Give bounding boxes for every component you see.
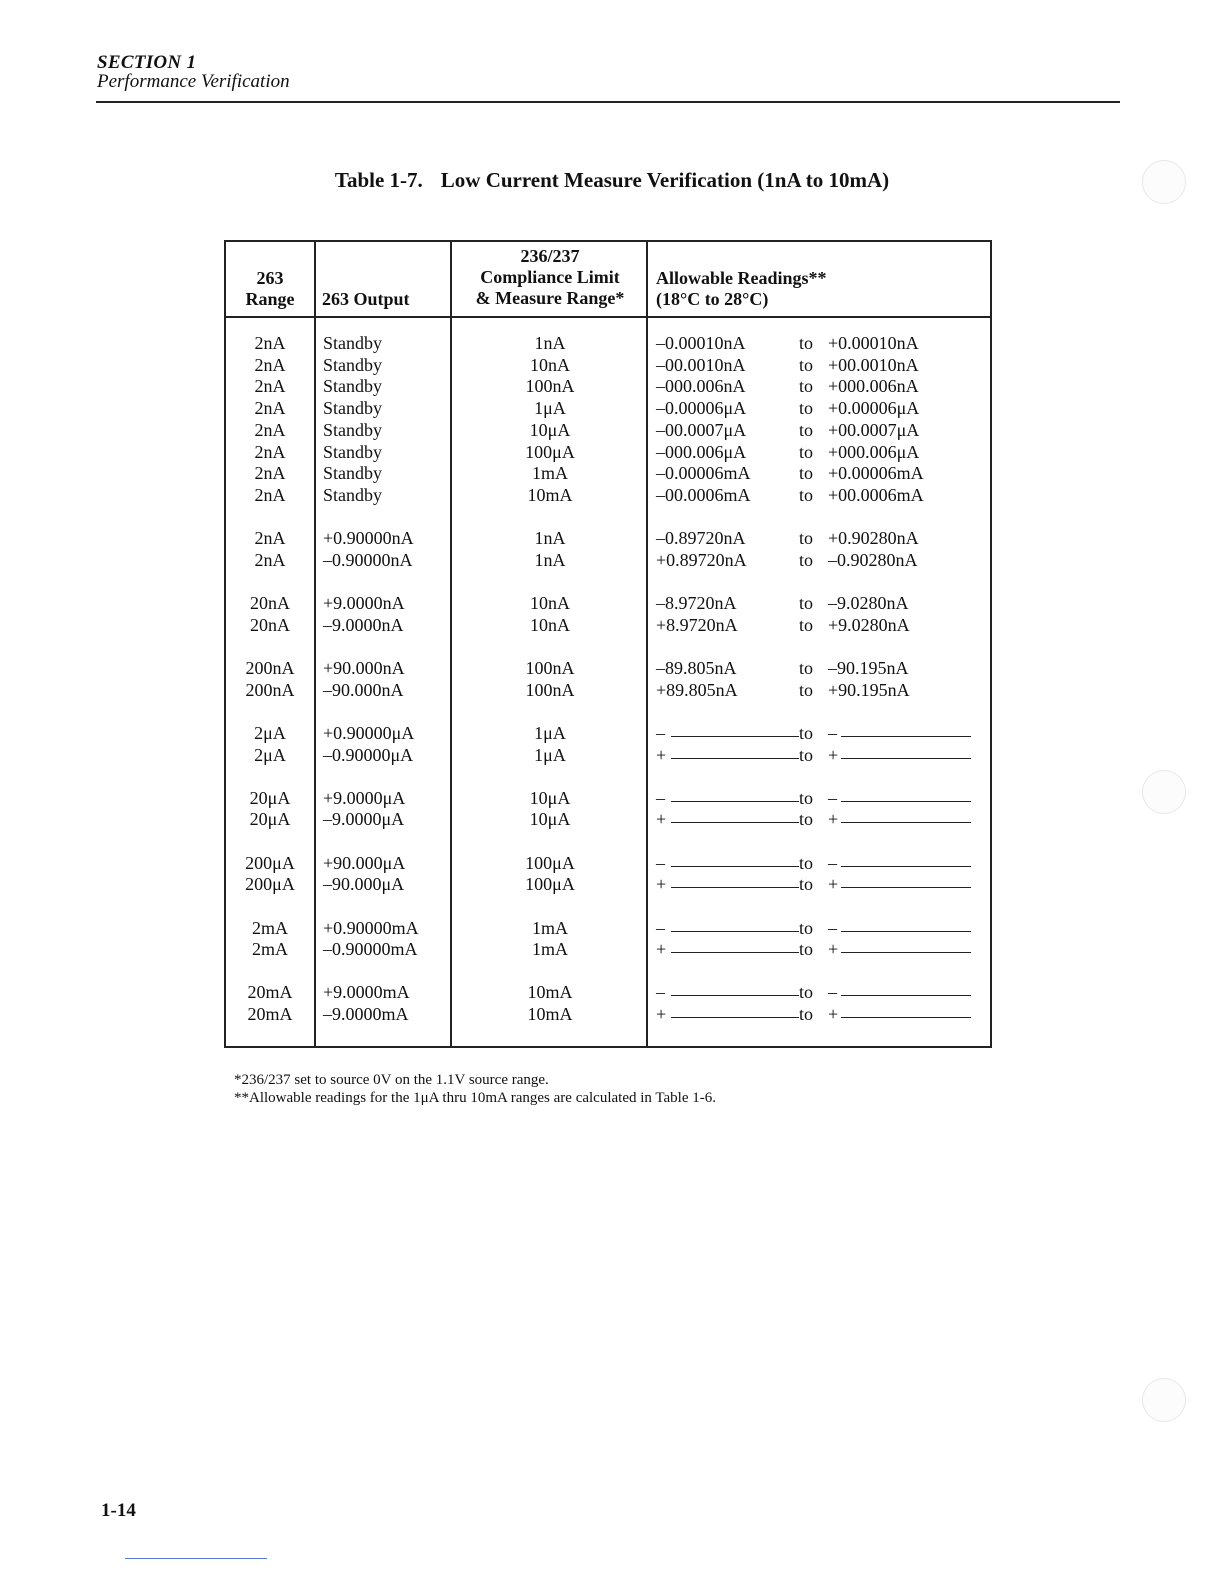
reading-to: to — [799, 787, 814, 808]
reading-to: to — [799, 333, 814, 353]
cell-range: 200nA — [245, 679, 295, 700]
cell-range: 20μA — [249, 809, 291, 830]
page-number: 1-14 — [101, 1500, 136, 1521]
reading-blank — [841, 917, 971, 932]
header-compliance: 236/237 Compliance Limit & Measure Range* — [475, 246, 625, 308]
cell-range: 2nA — [254, 549, 286, 570]
reading-sign: – — [656, 917, 665, 938]
table-caption: Low Current Measure Verification (1nA to 10mA) — [440, 168, 890, 192]
cell-compliance: 1mA — [532, 463, 568, 484]
cell-output: –90.000nA — [323, 679, 404, 700]
reading-to: to — [799, 917, 814, 938]
cell-output: Standby — [323, 398, 383, 419]
table-row — [226, 375, 990, 397]
table-row — [226, 744, 990, 766]
reading-low: –0.00006mA — [656, 463, 751, 484]
cell-range: 2nA — [254, 419, 286, 440]
reading-high: +9.0280nA — [828, 614, 910, 635]
cell-range: 2nA — [254, 354, 286, 375]
reading-sign: – — [828, 982, 837, 1003]
reading-to: to — [799, 528, 814, 549]
reading-to: to — [799, 874, 814, 895]
reading-blank — [671, 1003, 799, 1018]
reading-high: +90.195nA — [828, 679, 910, 700]
table-row — [226, 873, 990, 895]
reading-low: –89.805nA — [656, 657, 737, 678]
section-label: SECTION 1 — [97, 52, 197, 73]
table-number: Table 1-7. — [334, 168, 423, 192]
reading-blank — [671, 938, 799, 953]
cell-output: –0.90000μA — [323, 744, 414, 765]
cell-range: 20mA — [247, 982, 293, 1003]
reading-low: +0.89720nA — [656, 549, 747, 570]
reading-to: to — [799, 852, 814, 873]
table-row — [226, 332, 990, 354]
cell-compliance: 1μA — [534, 744, 566, 765]
header-output: 263 Output — [322, 289, 410, 309]
cell-compliance: 1mA — [532, 917, 568, 938]
table-row — [226, 527, 990, 549]
reading-blank — [841, 873, 971, 888]
reading-sign: – — [656, 787, 665, 808]
table-row — [226, 397, 990, 419]
cell-compliance: 1nA — [534, 333, 566, 353]
reading-to: to — [799, 722, 814, 743]
cell-output: –9.0000nA — [323, 614, 404, 635]
table-row — [226, 462, 990, 484]
reading-to: to — [799, 549, 814, 570]
cell-range: 2mA — [252, 939, 288, 960]
cell-compliance: 10nA — [530, 614, 570, 635]
cell-output: Standby — [323, 441, 383, 462]
reading-blank — [671, 917, 799, 932]
table-row — [226, 981, 990, 1003]
reading-blank — [841, 808, 971, 823]
reading-high: +00.0010nA — [828, 354, 919, 375]
reading-low: –8.9720nA — [656, 593, 737, 613]
reading-blank — [841, 744, 971, 759]
reading-sign: + — [828, 1004, 839, 1025]
cell-range: 200nA — [245, 657, 295, 678]
reading-high: +00.0006mA — [828, 484, 924, 505]
cell-compliance: 100nA — [525, 657, 575, 678]
reading-low: –000.006μA — [656, 441, 747, 462]
footnote: *236/237 set to source 0V on the 1.1V source range. — [234, 1072, 549, 1088]
reading-to: to — [799, 614, 814, 635]
table-row — [226, 787, 990, 809]
cell-range: 2nA — [254, 528, 286, 549]
reading-high: +000.006μA — [828, 441, 920, 462]
cell-compliance: 10nA — [530, 593, 570, 613]
reading-blank — [841, 938, 971, 953]
reading-to: to — [799, 441, 814, 462]
reading-sign: – — [828, 722, 837, 743]
reading-blank — [671, 981, 799, 996]
header-rule — [96, 101, 1120, 103]
footnote: **Allowable readings for the 1μA thru 10mA ranges are calculated in Table 1-6. — [234, 1090, 716, 1106]
cell-compliance: 100nA — [525, 679, 575, 700]
cell-compliance: 100μA — [525, 441, 575, 462]
cell-output: –0.90000nA — [323, 549, 413, 570]
reading-blank — [841, 852, 971, 867]
reading-blank — [671, 787, 799, 802]
reading-to: to — [799, 809, 814, 830]
cell-compliance: 10mA — [527, 484, 573, 505]
reading-sign: – — [828, 787, 837, 808]
reading-sign: – — [828, 852, 837, 873]
cell-output: Standby — [323, 354, 383, 375]
cell-range: 20μA — [249, 787, 291, 808]
table-row — [226, 657, 990, 679]
cell-compliance: 1μA — [534, 722, 566, 743]
table-row — [226, 679, 990, 701]
reading-to: to — [799, 376, 814, 397]
reading-to: to — [799, 982, 814, 1003]
table-row — [226, 441, 990, 463]
reading-to: to — [799, 463, 814, 484]
reading-blank — [841, 787, 971, 802]
reading-high: +0.00006mA — [828, 463, 924, 484]
reading-to: to — [799, 354, 814, 375]
reading-low: –0.00006μA — [656, 398, 747, 419]
cell-output: Standby — [323, 463, 383, 484]
table-row — [226, 852, 990, 874]
verification-table — [224, 240, 992, 1048]
reading-to: to — [799, 679, 814, 700]
cell-range: 200μA — [245, 852, 295, 873]
cell-compliance: 100μA — [525, 852, 575, 873]
footnotes — [234, 1071, 716, 1107]
cell-compliance: 1μA — [534, 398, 566, 419]
reading-high: +00.0007μA — [828, 419, 920, 440]
reading-low: –00.0006mA — [656, 484, 751, 505]
reading-to: to — [799, 398, 814, 419]
reading-sign: + — [656, 809, 667, 830]
cell-compliance: 10μA — [529, 809, 571, 830]
table-row — [226, 592, 990, 614]
reading-low: –0.89720nA — [656, 528, 746, 549]
punch-hole-icon — [1142, 160, 1186, 204]
reading-blank — [841, 981, 971, 996]
reading-low: –0.00010nA — [656, 333, 746, 353]
cell-output: Standby — [323, 484, 383, 505]
reading-sign: + — [656, 744, 667, 765]
cell-range: 20mA — [247, 1004, 293, 1025]
table-row — [226, 614, 990, 636]
cell-range: 2mA — [252, 917, 288, 938]
table-title — [0, 168, 1224, 193]
reading-sign: + — [828, 809, 839, 830]
cell-output: –9.0000mA — [323, 1004, 409, 1025]
reading-blank — [671, 808, 799, 823]
cell-compliance: 1mA — [532, 939, 568, 960]
reading-high: –0.90280nA — [828, 549, 918, 570]
reading-sign: – — [828, 917, 837, 938]
cell-compliance: 1nA — [534, 528, 566, 549]
reading-sign: + — [656, 939, 667, 960]
cell-output: +0.90000nA — [323, 528, 414, 549]
cell-output: Standby — [323, 376, 383, 397]
reading-blank — [841, 1003, 971, 1018]
cell-compliance: 100nA — [525, 376, 575, 397]
cell-compliance: 10mA — [527, 982, 573, 1003]
cell-output: –0.90000mA — [323, 939, 418, 960]
bottom-rule — [125, 1558, 267, 1559]
reading-to: to — [799, 657, 814, 678]
reading-high: +000.006nA — [828, 376, 919, 397]
cell-range: 2μA — [254, 722, 286, 743]
reading-high: +0.00010nA — [828, 333, 919, 353]
reading-to: to — [799, 939, 814, 960]
table-row — [226, 808, 990, 830]
table-row — [226, 938, 990, 960]
reading-blank — [671, 744, 799, 759]
header-allowable-readings: Allowable Readings** (18°C to 28°C) — [656, 268, 827, 309]
reading-high: +0.90280nA — [828, 528, 919, 549]
cell-compliance: 10nA — [530, 354, 570, 375]
reading-to: to — [799, 484, 814, 505]
header-range: 263 Range — [245, 268, 295, 309]
cell-range: 2μA — [254, 744, 286, 765]
cell-range: 2nA — [254, 463, 286, 484]
reading-sign: + — [656, 874, 667, 895]
cell-output: –9.0000μA — [323, 809, 405, 830]
table-row — [226, 1003, 990, 1025]
reading-sign: + — [656, 1004, 667, 1025]
punch-hole-icon — [1142, 770, 1186, 814]
cell-range: 2nA — [254, 441, 286, 462]
reading-blank — [671, 722, 799, 737]
table-row — [226, 419, 990, 441]
cell-range: 2nA — [254, 484, 286, 505]
reading-sign: + — [828, 874, 839, 895]
reading-low: +89.805nA — [656, 679, 738, 700]
cell-compliance: 10mA — [527, 1004, 573, 1025]
reading-low: –000.006nA — [656, 376, 746, 397]
cell-output: +9.0000μA — [323, 787, 406, 808]
cell-output: Standby — [323, 333, 383, 353]
cell-output: +0.90000mA — [323, 917, 419, 938]
reading-to: to — [799, 744, 814, 765]
cell-range: 2nA — [254, 333, 286, 353]
cell-range: 20nA — [250, 593, 290, 613]
table-row — [226, 354, 990, 376]
table-row — [226, 917, 990, 939]
table-row — [226, 549, 990, 571]
reading-low: +8.9720nA — [656, 614, 738, 635]
reading-blank — [671, 852, 799, 867]
reading-sign: + — [828, 744, 839, 765]
reading-high: –90.195nA — [828, 657, 909, 678]
cell-output: +90.000nA — [323, 657, 405, 678]
cell-output: +9.0000mA — [323, 982, 410, 1003]
cell-output: Standby — [323, 419, 383, 440]
reading-sign: – — [656, 852, 665, 873]
section-subtitle: Performance Verification — [97, 71, 290, 92]
cell-range: 200μA — [245, 874, 295, 895]
cell-output: +90.000μA — [323, 852, 406, 873]
cell-compliance: 100μA — [525, 874, 575, 895]
cell-range: 2nA — [254, 398, 286, 419]
reading-sign: – — [656, 722, 665, 743]
reading-to: to — [799, 419, 814, 440]
cell-compliance: 1nA — [534, 549, 566, 570]
reading-low: –00.0010nA — [656, 354, 746, 375]
punch-hole-icon — [1142, 1378, 1186, 1422]
cell-compliance: 10μA — [529, 419, 571, 440]
cell-output: –90.000μA — [323, 874, 405, 895]
reading-blank — [671, 873, 799, 888]
cell-range: 20nA — [250, 614, 290, 635]
reading-sign: + — [828, 939, 839, 960]
reading-high: +0.00006μA — [828, 398, 920, 419]
cell-range: 2nA — [254, 376, 286, 397]
cell-compliance: 10μA — [529, 787, 571, 808]
reading-low: –00.0007μA — [656, 419, 747, 440]
reading-to: to — [799, 593, 814, 613]
reading-blank — [841, 722, 971, 737]
reading-to: to — [799, 1004, 814, 1025]
reading-high: –9.0280nA — [828, 593, 909, 613]
cell-output: +0.90000μA — [323, 722, 415, 743]
table-row — [226, 722, 990, 744]
cell-output: +9.0000nA — [323, 593, 405, 613]
table-row — [226, 484, 990, 506]
reading-sign: – — [656, 982, 665, 1003]
header-divider — [226, 316, 990, 318]
